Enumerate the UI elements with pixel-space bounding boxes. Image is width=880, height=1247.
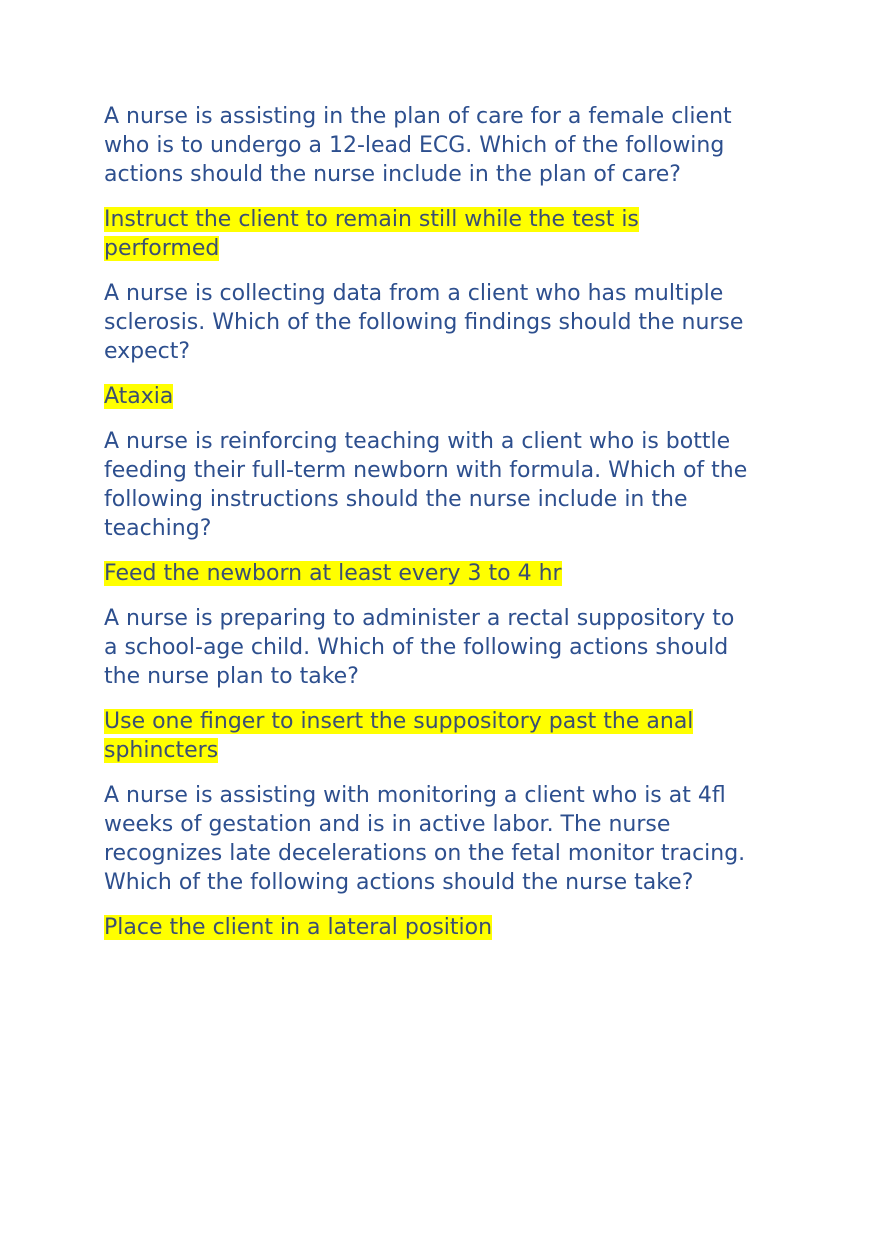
text-line-content: expect? <box>104 339 191 364</box>
text-line <box>104 604 804 633</box>
text-line <box>104 485 804 514</box>
text-line-content: Instruct the client to remain still while the test is <box>104 207 639 232</box>
highlighted-answer <box>104 913 804 942</box>
highlighted-answer <box>104 707 804 765</box>
text-line <box>104 308 804 337</box>
text-line <box>104 102 804 131</box>
text-line <box>104 559 804 588</box>
text-line-content: the nurse plan to take? <box>104 664 359 689</box>
text-line-content: following instructions should the nurse include in the <box>104 487 688 512</box>
text-line <box>104 868 804 897</box>
text-line-content: a school-age child. Which of the following actions should <box>104 635 729 660</box>
text-line <box>104 234 804 263</box>
text-line <box>104 382 804 411</box>
highlighted-answer <box>104 559 804 588</box>
question-text <box>104 102 804 189</box>
text-line <box>104 810 804 839</box>
text-line-content: teaching? <box>104 516 212 541</box>
text-line-content: who is to undergo a 12-lead ECG. Which of the following <box>104 133 725 158</box>
text-line <box>104 839 804 868</box>
text-line <box>104 707 804 736</box>
text-line <box>104 913 804 942</box>
highlighted-answer <box>104 205 804 263</box>
text-line-content: Ataxia <box>104 384 174 409</box>
text-line <box>104 736 804 765</box>
text-line <box>104 205 804 234</box>
text-line-content: Place the client in a lateral position <box>104 915 493 940</box>
text-line <box>104 131 804 160</box>
text-line <box>104 337 804 366</box>
text-line-content: recognizes late decelerations on the fetal monitor tracing. <box>104 841 746 866</box>
text-line <box>104 781 804 810</box>
question-text <box>104 279 804 366</box>
question-text <box>104 604 804 691</box>
text-line <box>104 514 804 543</box>
text-line-content: sphincters <box>104 738 219 763</box>
text-line <box>104 662 804 691</box>
text-line-content: Use one finger to insert the suppository past the anal <box>104 709 694 734</box>
text-line <box>104 279 804 308</box>
text-line <box>104 160 804 189</box>
text-line-content: actions should the nurse include in the plan of care? <box>104 162 681 187</box>
text-line-content: A nurse is assisting in the plan of care for a female client <box>104 104 732 129</box>
text-line-content: A nurse is reinforcing teaching with a client who is bottle <box>104 429 731 454</box>
text-line <box>104 427 804 456</box>
text-line-content: A nurse is assisting with monitoring a client who is at 4fl <box>104 783 726 808</box>
text-line-content: sclerosis. Which of the following findings should the nurse <box>104 310 744 335</box>
text-line <box>104 633 804 662</box>
text-line-content: weeks of gestation and is in active labor. The nurse <box>104 812 671 837</box>
text-line-content: A nurse is collecting data from a client who has multiple <box>104 281 724 306</box>
text-line-content: Feed the newborn at least every 3 to 4 hr <box>104 561 562 586</box>
text-line-content: feeding their full-term newborn with formula. Which of the <box>104 458 748 483</box>
text-line-content: Which of the following actions should the nurse take? <box>104 870 694 895</box>
text-line-content: performed <box>104 236 220 261</box>
text-line <box>104 456 804 485</box>
question-text <box>104 781 804 897</box>
question-text <box>104 427 804 543</box>
document-page <box>104 102 804 958</box>
text-line-content: A nurse is preparing to administer a rectal suppository to <box>104 606 735 631</box>
highlighted-answer <box>104 382 804 411</box>
